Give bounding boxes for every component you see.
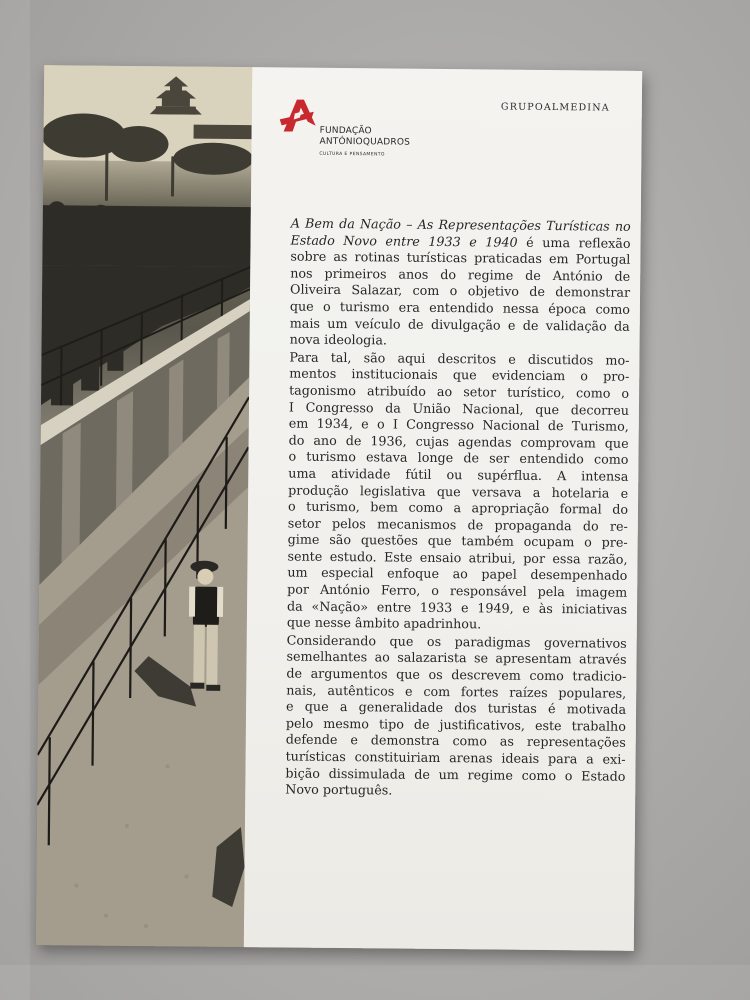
- text-line: sente estudo. Este ensaio atribui, por essa razão,: [287, 548, 628, 567]
- text-fragment: é uma reflexão: [517, 234, 631, 251]
- text-line: turísticas constituiriam arenas ideais para a exi-: [285, 748, 626, 767]
- text-line: Considerando que os paradigmas governativos: [286, 632, 627, 651]
- text-line: de argumentos que os descrevem como tradicio-: [286, 665, 627, 684]
- foundation-name-line1: FUNDAÇÃO: [319, 125, 372, 137]
- text-line: produção legislativa que versava a hotelaria e: [288, 482, 629, 501]
- text-line: um especial enfoque ao papel desempenhado: [287, 564, 628, 584]
- text-line: setor pelos mecanismos de propaganda do re-: [287, 515, 628, 534]
- foundation-name-line2: ANTÓNIOQUADROS: [319, 136, 411, 148]
- paragraph-2: [287, 349, 630, 634]
- text-line: o turismo estava longe de ser entendido como: [288, 448, 629, 468]
- fabric-fold-left: [0, 0, 30, 1000]
- fabric-fold-bottom: [0, 965, 750, 1000]
- text-line: que o turismo era entendido nessa época como: [289, 298, 630, 317]
- text-line: gime são questões que também ocupam o pre-: [287, 531, 628, 551]
- text-line: mentos institucionais que evidenciam o pro-: [289, 365, 630, 385]
- text-line: o turismo, bem como a apropriação formal do: [287, 498, 629, 517]
- text-line: do ano de 1936, cujas agendas comprovam que: [288, 432, 629, 451]
- text-line: Oliveira Salazar, com o objetivo de demonstrar: [290, 281, 631, 301]
- text-line: tagonismo atribuído ao setor turístico, como o: [289, 382, 630, 401]
- book-title-part: Estado Novo entre 1933 e 1940: [290, 232, 518, 250]
- fundacao-antonio-quadros-logo: [279, 97, 440, 169]
- text-line: A Bem da Nação – As Representações Turísticas no: [290, 215, 631, 234]
- text-line: da «Nação» entre 1933 e 1949, e às iniciativas: [286, 598, 628, 617]
- text-line: bição dissimulada de um regime como o Estado: [285, 765, 626, 784]
- text-line: em 1934, e o I Congresso Nacional de Turismo,: [288, 415, 629, 434]
- publisher-name: GRUPOALMEDINA: [500, 101, 610, 114]
- foundation-logo-icon: [280, 97, 318, 133]
- text-line: por António Ferro, o responsável pela imagem: [287, 581, 628, 600]
- text-panel: [244, 67, 642, 951]
- cover-photograph: [36, 65, 252, 947]
- text-line: que nesse âmbito apadrinhou.: [286, 614, 482, 632]
- text-line: sobre as rotinas turísticas praticadas em Portugal: [290, 248, 631, 267]
- foundation-tagline: CULTURA E PENSAMENTO: [319, 151, 385, 158]
- text-line: Novo português.: [285, 781, 393, 798]
- text-line: semelhantes ao salazarista se apresentam através: [286, 648, 627, 668]
- text-line: e que a generalidade dos turistas é motivada: [286, 698, 627, 717]
- text-line: I Congresso da União Nacional, que decorreu: [288, 399, 630, 418]
- paragraph-3: [285, 632, 627, 801]
- paragraph-1: [290, 216, 631, 352]
- foundation-name: [319, 126, 410, 161]
- book-back-cover: [36, 65, 642, 951]
- text-line: nova ideologia.: [289, 331, 388, 348]
- text-line: nais, autênticos e com fortes raízes populares,: [286, 682, 627, 701]
- text-line: uma atividade fútil ou supérflua. A intensa: [288, 465, 629, 484]
- text-line: nos primeiros anos do regime de António de: [290, 265, 631, 284]
- text-line: pelo mesmo tipo de justificativos, este trabalho: [285, 715, 626, 734]
- text-line: mais um veículo de divulgação e de validação da: [289, 315, 630, 334]
- photograph-drawing: [36, 65, 252, 947]
- synopsis-text: [285, 216, 631, 803]
- text-line: defende e demonstra como as representações: [285, 731, 626, 751]
- text-line: Para tal, são aqui descritos e discutidos mo-: [289, 349, 630, 368]
